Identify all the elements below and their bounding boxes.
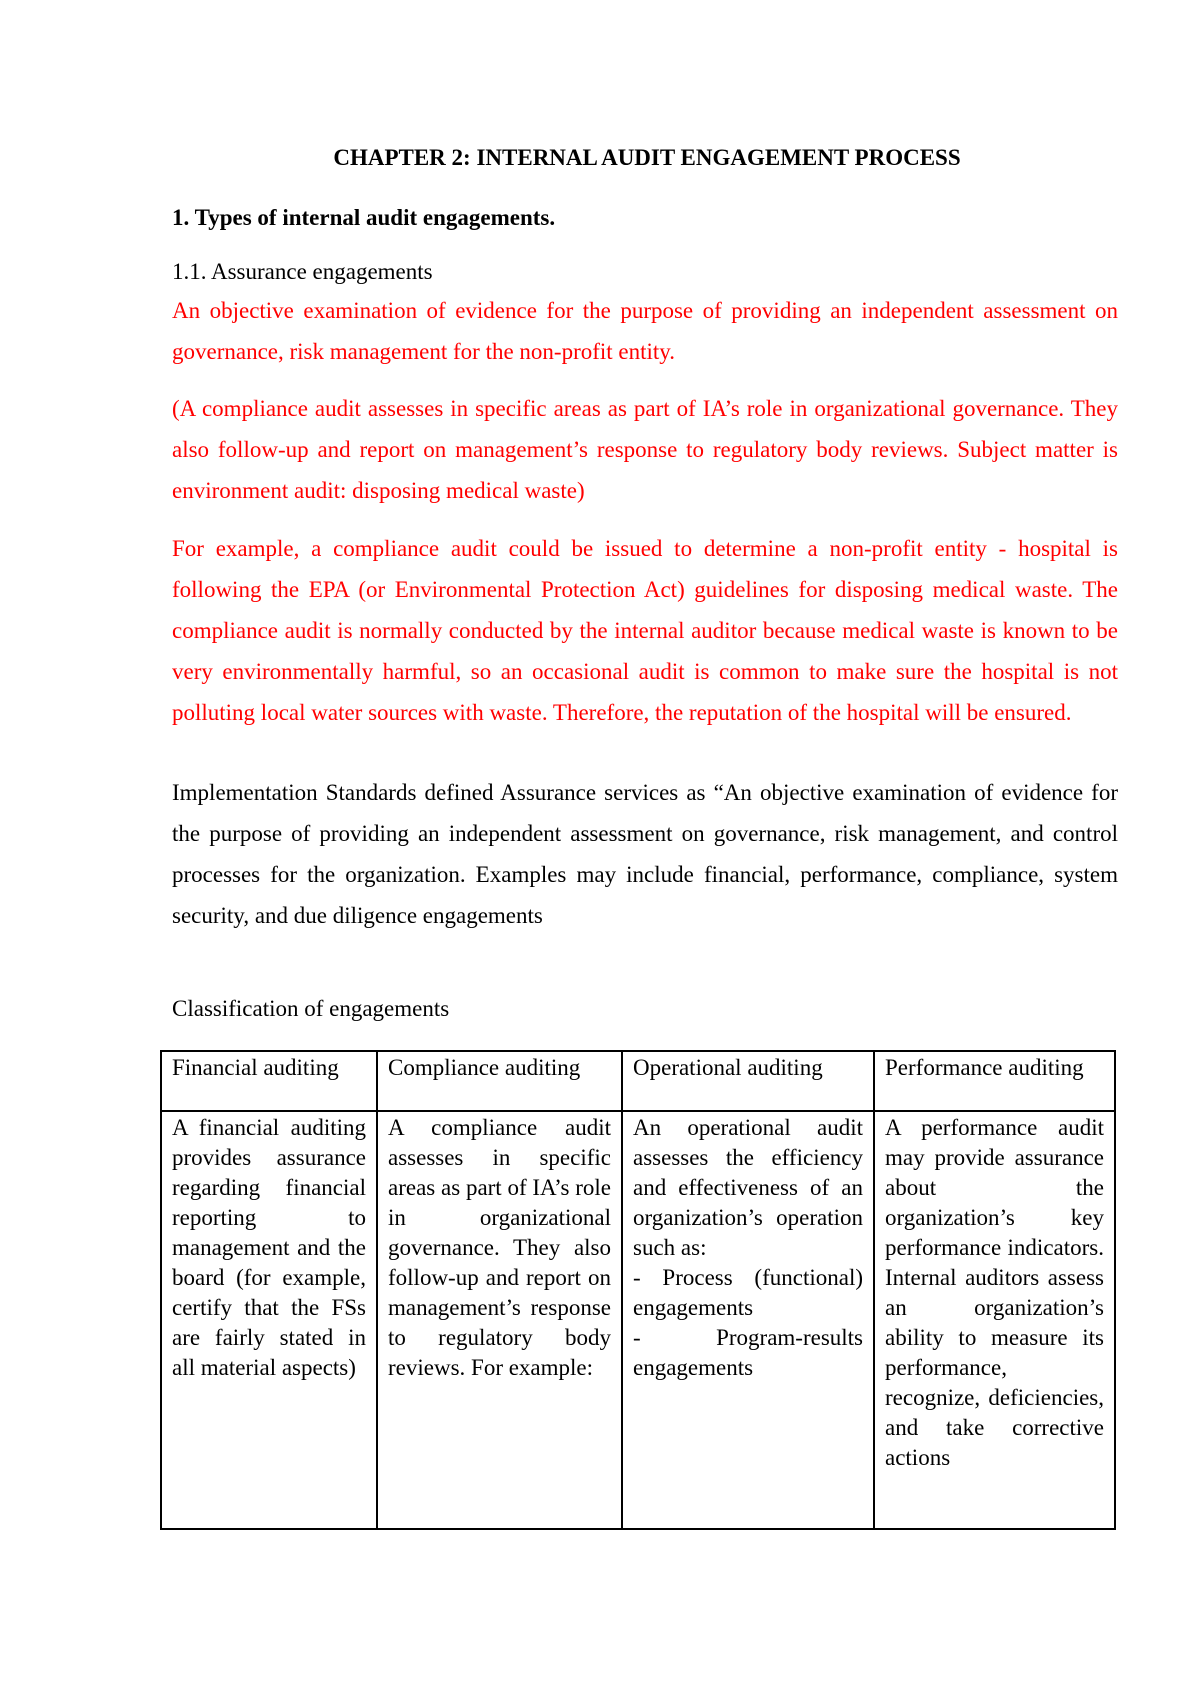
- classification-table: [160, 1050, 1116, 1530]
- table-header-row: [161, 1051, 1115, 1111]
- red-paragraph-compliance-note: (A compliance audit assesses in specific areas as part of IA’s role in organizational governance. They also follow-up and report on management’s response to regulatory body reviews. Subject matter is environment audit: disposing medical waste): [172, 396, 1118, 503]
- operational-intro: An operational audit assesses the efficiency and effectiveness of an organization’s operation such as:: [633, 1115, 863, 1260]
- classification-label: Classification of engagements: [172, 996, 450, 1021]
- standards-paragraph: Implementation Standards defined Assurance services as “An objective examination of evidence for the purpose of providing an independent assessment on governance, risk management, and control processes for the organization. Examples may include financial, performance, compliance, system security, and due diligence engagements: [172, 780, 1118, 928]
- operational-item-program-results: - Program-results engagements: [633, 1325, 863, 1380]
- header-operational-auditing: Operational auditing: [622, 1051, 874, 1111]
- red-paragraph-example: For example, a compliance audit could be issued to determine a non-profit entity - hospital is following the EPA (or Environmental Protection Act) guidelines for disposing medical waste. The compliance audit is normally conducted by the internal auditor because medical waste is known to be very environmentally harmful, so an occasional audit is common to make sure the hospital is not polluting local water sources with waste. Therefore, the reputation of the hospital will be ensured.: [172, 536, 1118, 725]
- table-row: [161, 1111, 1115, 1529]
- cell-compliance-auditing: A compliance audit assesses in specific areas as part of IA’s role in organizational governance. They also follow-up and report on management’s response to regulatory body reviews. For example:: [377, 1111, 622, 1529]
- cell-financial-auditing: A financial auditing provides assurance regarding financial reporting to management and the board (for example, certify that the FSs are fairly stated in all material aspects): [161, 1111, 377, 1529]
- red-paragraph-definition: An objective examination of evidence for the purpose of providing an independent assessment on governance, risk management for the non-profit entity.: [172, 298, 1118, 364]
- header-compliance-auditing: Compliance auditing: [377, 1051, 622, 1111]
- header-financial-auditing: Financial auditing: [161, 1051, 377, 1111]
- subsection-heading-assurance-engagements: 1.1. Assurance engagements: [172, 259, 433, 284]
- header-performance-auditing: Performance auditing: [874, 1051, 1115, 1111]
- section-heading-types-of-engagements: 1. Types of internal audit engagements.: [172, 205, 556, 230]
- cell-operational-auditing: [622, 1111, 874, 1529]
- cell-performance-auditing: A performance audit may provide assurance about the organization’s key performance indicators. Internal auditors assess an organization’s ability to measure its performance, recognize, deficiencies, and take corrective actions: [874, 1111, 1115, 1529]
- chapter-title: CHAPTER 2: INTERNAL AUDIT ENGAGEMENT PROCESS: [333, 145, 961, 170]
- operational-item-process: - Process (functional) engagements: [633, 1265, 863, 1320]
